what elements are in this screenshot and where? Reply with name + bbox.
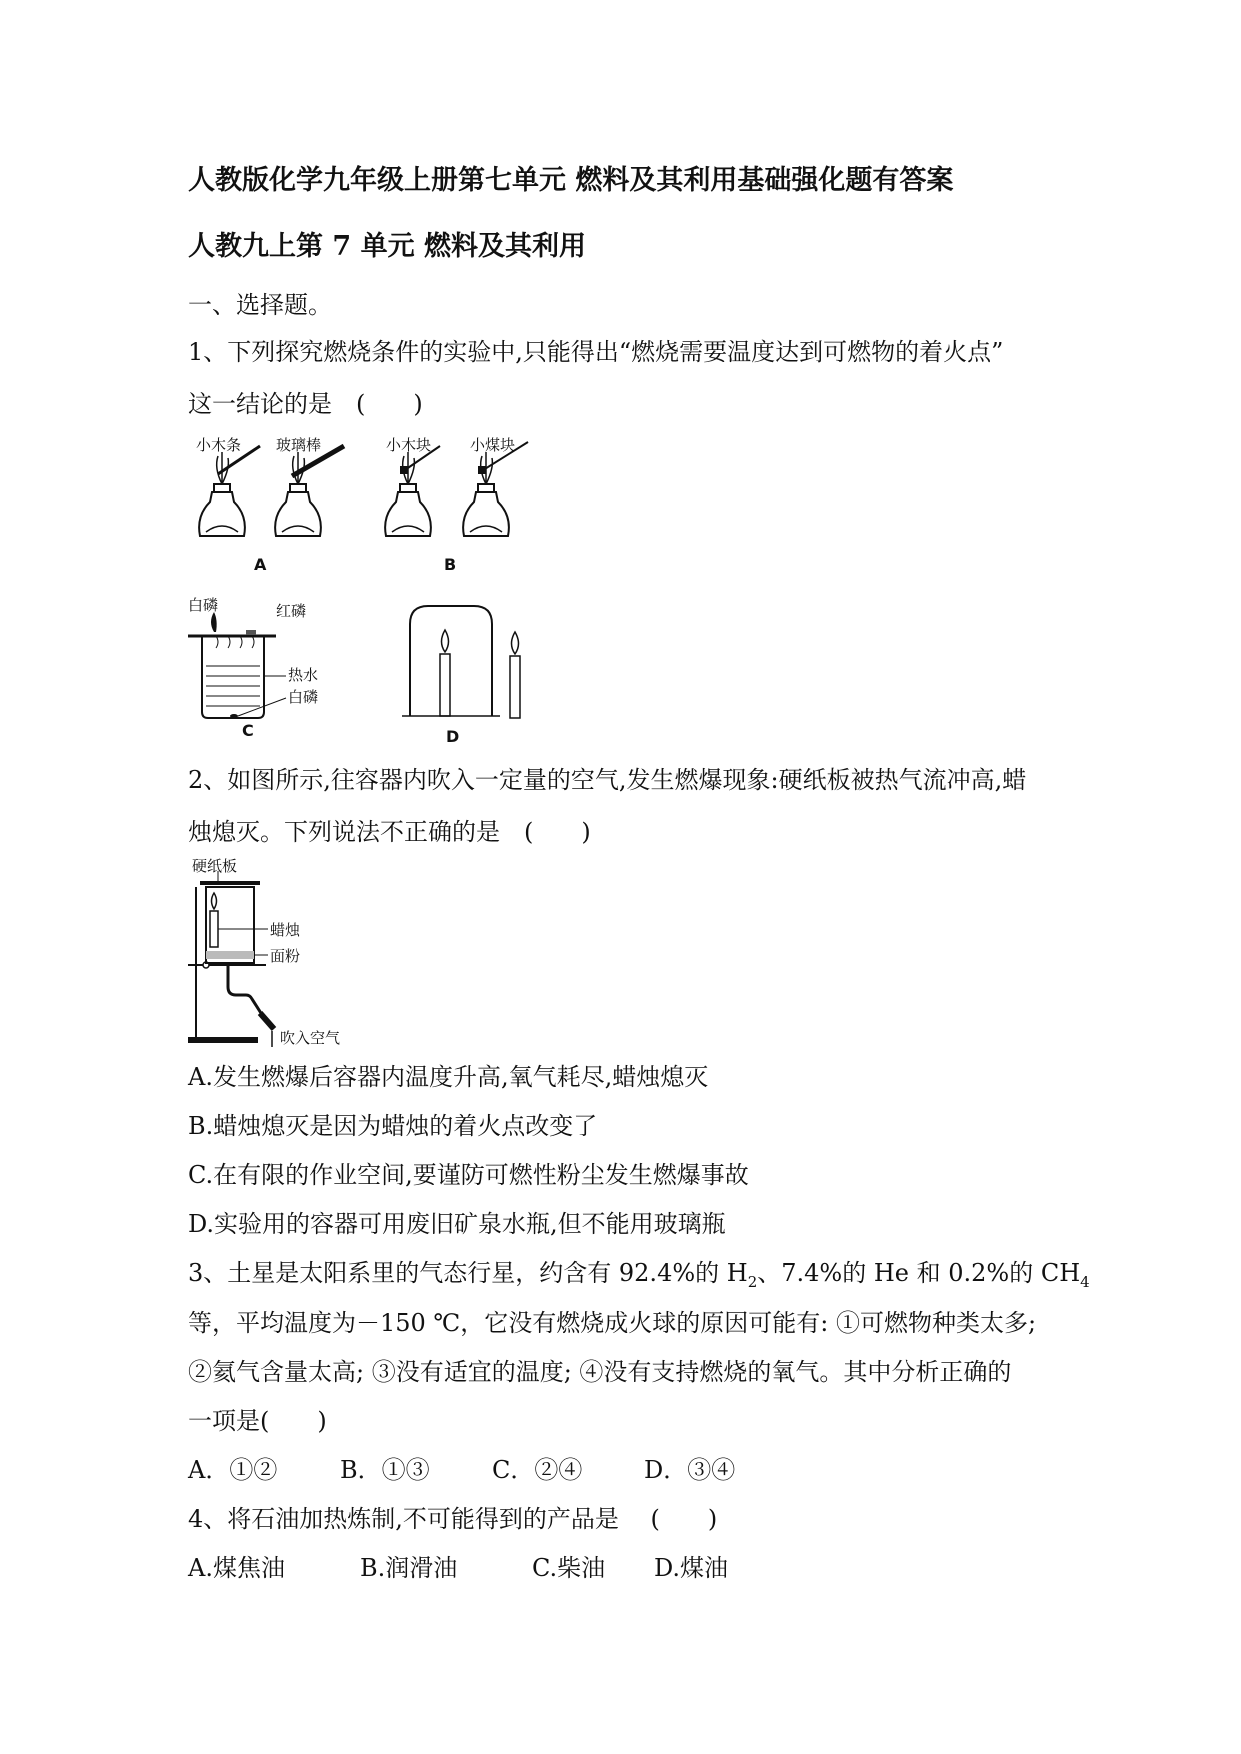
q3-text-part1: 3、土星是太阳系里的气态行星，约含有 92.4%的 H [188, 1259, 748, 1287]
q3-option-d: D．③④ [644, 1456, 736, 1484]
q3-option-c: C．②④ [492, 1456, 583, 1484]
fig-b-label-left: 小木块 [386, 436, 432, 454]
fig-a-label-right: 玻璃棒 [276, 436, 322, 454]
q3-option-a: A．①② [188, 1456, 278, 1484]
q1-figure-ab [188, 436, 558, 586]
tube-icon [228, 963, 274, 1029]
fig-label-flour: 面粉 [270, 947, 301, 965]
fig-a-caption: A [254, 555, 267, 574]
q2-option-d: D.实验用的容器可用废旧矿泉水瓶,但不能用玻璃瓶 [188, 1210, 726, 1238]
fig-d-caption: D [446, 727, 460, 746]
q4-stem: 4、将石油加热炼制,不可能得到的产品是 ( ) [188, 1505, 718, 1533]
container-icon [200, 881, 260, 963]
q1-stem-line1: 1、下列探究燃烧条件的实验中,只能得出“燃烧需要温度达到可燃物的着火点” [188, 338, 1004, 366]
fig-c-label-white-phosphorus: 白磷 [188, 596, 219, 614]
fig-label-blow-air: 吹入空气 [280, 1029, 341, 1047]
q4-options [188, 1551, 1058, 1585]
fig-c-caption: C [242, 721, 254, 740]
q2-stem-line1: 2、如图所示,往容器内吹入一定量的空气,发生燃爆现象:硬纸板被热气流冲高,蜡 [188, 766, 1027, 794]
q1-figure-cd [188, 596, 528, 746]
q3-stem-line3: ②氦气含量太高; ③没有适宜的温度; ④没有支持燃烧的氧气。其中分析正确的 [188, 1358, 1012, 1386]
document-subtitle: 人教九上第 7 单元 燃料及其利用 [188, 231, 586, 262]
document-title: 人教版化学九年级上册第七单元 燃料及其利用基础强化题有答案 [188, 165, 954, 196]
fig-b-label-right: 小煤块 [470, 436, 516, 454]
q3-stem-line2: 等，平均温度为－150 ℃，它没有燃烧成火球的原因可能有: ①可燃物种类太多; [188, 1309, 1037, 1337]
q2-option-c: C.在有限的作业空间,要谨防可燃性粉尘发生燃爆事故 [188, 1161, 749, 1189]
q3-options [188, 1453, 1058, 1487]
section-heading: 一、选择题。 [188, 291, 332, 319]
fig-b-caption: B [444, 555, 457, 574]
beaker-icon [188, 612, 276, 718]
fig-label-candle: 蜡烛 [270, 921, 301, 939]
q1-stem-line2: 这一结论的是 ( ) [188, 390, 423, 418]
coal-block-icon [478, 466, 486, 474]
q3-subscript-ch4: 4 [1080, 1272, 1090, 1291]
candle-icon [510, 632, 520, 718]
q2-option-b: B.蜡烛熄灭是因为蜡烛的着火点改变了 [188, 1112, 598, 1140]
fig-c-label-hot-water: 热水 [288, 666, 319, 684]
q3-stem-line1 [188, 1256, 1090, 1299]
candle-icon [210, 893, 218, 947]
q3-option-b: B．①③ [340, 1456, 430, 1484]
fig-a-label-left: 小木条 [196, 436, 242, 454]
q2-figure-apparatus [188, 857, 378, 1047]
q3-stem-line4: 一项是( ) [188, 1407, 327, 1435]
alcohol-lamp-icon [385, 452, 431, 536]
alcohol-lamp-icon [199, 452, 245, 536]
fig-label-board: 硬纸板 [192, 857, 238, 875]
q3-text-part2: 、7.4%的 He 和 0.2%的 CH [757, 1259, 1081, 1287]
q2-option-a: A.发生燃爆后容器内温度升高,氧气耗尽,蜡烛熄灭 [188, 1063, 709, 1091]
q4-option-d: D.煤油 [654, 1554, 729, 1582]
q2-stem-line2: 烛熄灭。下列说法不正确的是 ( ) [188, 818, 591, 846]
q4-option-b: B.润滑油 [360, 1554, 458, 1582]
wood-block-icon [400, 466, 408, 474]
q4-option-c: C.柴油 [532, 1554, 606, 1582]
fig-c-label-white-phosphorus-bottom: 白磷 [288, 688, 319, 706]
q3-subscript-h2: 2 [747, 1272, 758, 1291]
fig-c-label-red-phosphorus: 红磷 [276, 602, 307, 620]
q4-option-a: A.煤焦油 [188, 1554, 285, 1582]
candle-icon [440, 630, 450, 716]
alcohol-lamp-icon [463, 452, 509, 536]
bell-jar-icon [402, 606, 500, 716]
